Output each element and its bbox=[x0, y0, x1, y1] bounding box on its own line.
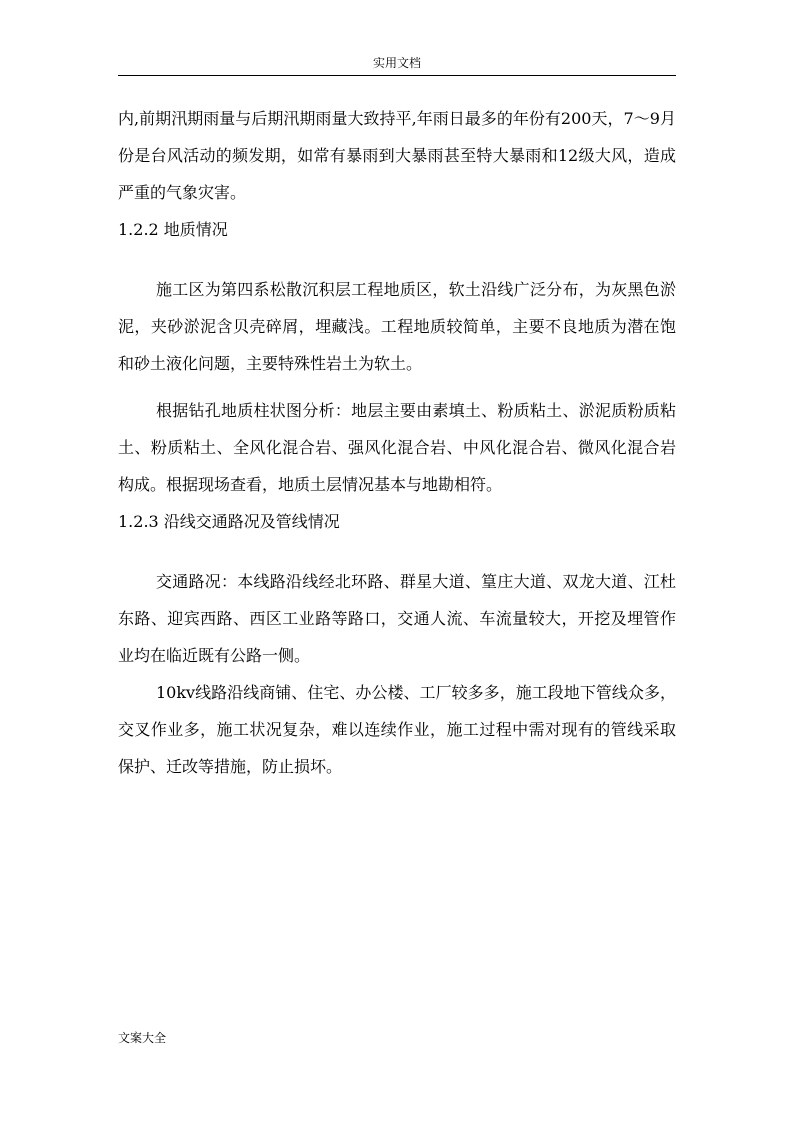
section-heading-traffic-pipelines: 1.2.3 沿线交通路况及管线情况 bbox=[118, 512, 340, 531]
page-footer-text: 文案大全 bbox=[118, 1031, 167, 1045]
header-divider bbox=[118, 75, 676, 76]
paragraph-geology-area: 施工区为第四系松散沉积层工程地质区，软土沿线广泛分布，为灰黑色淤泥，夹砂淤泥含贝壳碎屑，埋藏浅。工程地质较简单，主要不良地质为潜在饱和砂土液化问题，主要特殊性岩土为软土。 bbox=[118, 280, 676, 373]
document-body bbox=[118, 100, 676, 785]
paragraph-rainfall-continued: 内,前期汛期雨量与后期汛期雨量大致持平,年雨日最多的年份有200天，7～9月份是台风活动的频发期，如常有暴雨到大暴雨甚至特大暴雨和12级大风，造成严重的气象灾害。 bbox=[118, 109, 676, 202]
page-header-title: 实用文档 bbox=[372, 56, 421, 70]
paragraph-pipeline-conditions: 10kv线路沿线商铺、住宅、办公楼、工厂较多多，施工段地下管线众多，交叉作业多，施工状况复杂，难以连续作业，施工过程中需对现有的管线采取保护、迁改等措施，防止损坏。 bbox=[118, 683, 676, 776]
paragraph-traffic-conditions: 交通路况：本线路沿线经北环路、群星大道、篁庄大道、双龙大道、江杜东路、迎宾西路、西区工业路等路口，交通人流、车流量较大，开挖及埋管作业均在临近既有公路一侧。 bbox=[118, 572, 676, 665]
paragraph-geology-borehole: 根据钻孔地质柱状图分析：地层主要由素填土、粉质粘土、淤泥质粉质粘土、粉质粘土、全风化混合岩、强风化混合岩、中风化混合岩、微风化混合岩构成。根据现场查看，地质土层情况基本与地勘相符。 bbox=[118, 401, 676, 494]
section-heading-geology: 1.2.2 地质情况 bbox=[118, 220, 228, 239]
